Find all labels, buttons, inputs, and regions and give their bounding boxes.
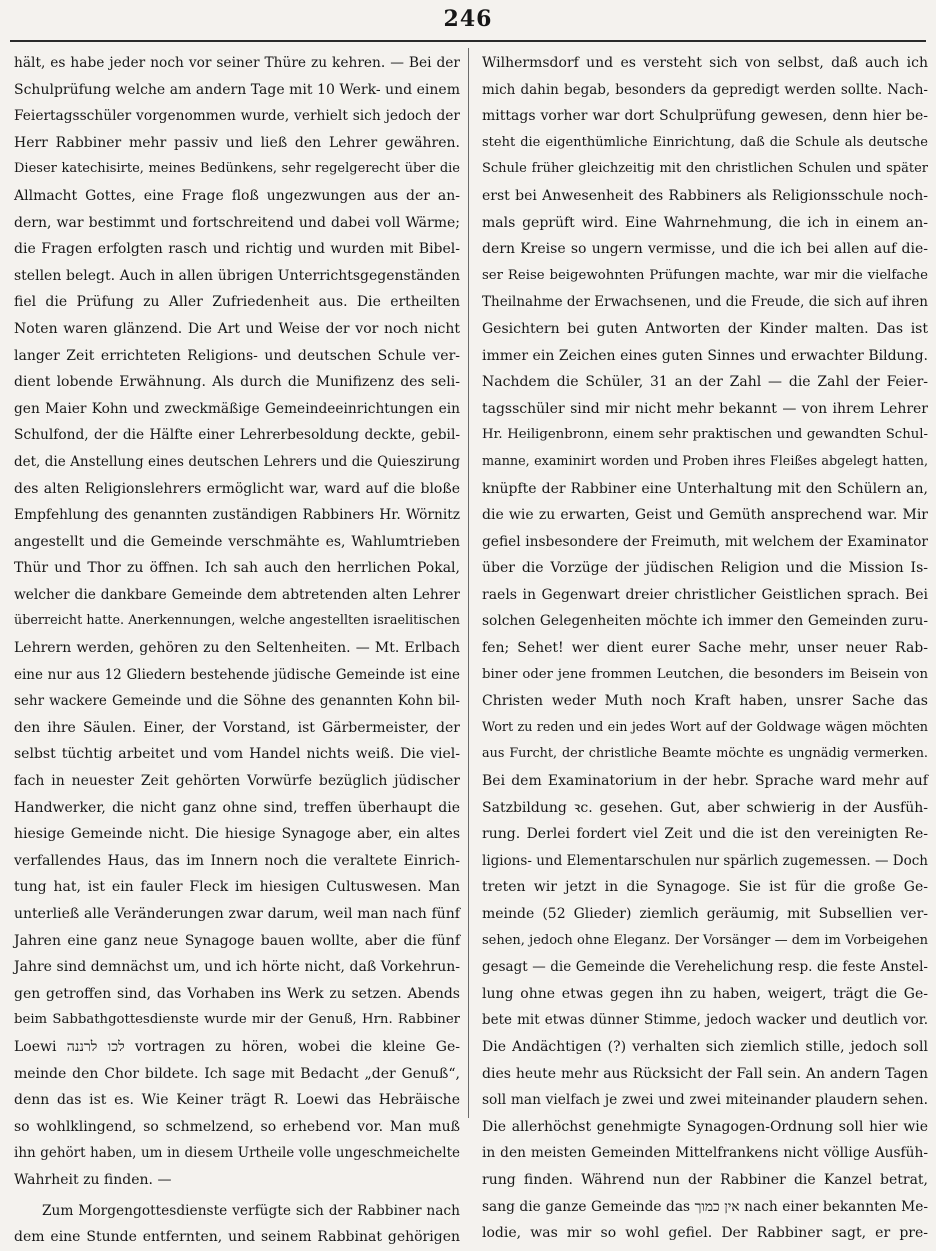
- right-column-line: lodie, was mir so wohl gefiel. Der Rabbiner sagt, er pre-: [482, 1225, 928, 1242]
- left-column-line: dem eine Stunde entfernten, und seinem Rabbinat gehörigen: [14, 1229, 460, 1246]
- left-column-line: Jahre sind demnächst um, und ich hörte nicht, daß Vorkehrun-: [14, 959, 460, 976]
- left-column-line: ihn gehört haben, um in diesem Urtheile volle ungeschmeichelte: [14, 1145, 460, 1162]
- left-column-line: Jahren eine ganz neue Synagoge bauen wollte, aber die fünf: [14, 932, 460, 949]
- right-column-line: Wort zu reden und ein jedes Wort auf der Goldwage wägen möchten: [482, 719, 928, 735]
- right-column-line: biner oder jene frommen Leutchen, die besonders im Beisein von: [482, 666, 928, 682]
- right-column-line: Christen weder Muth noch Kraft haben, unsrer Sache das: [482, 693, 928, 710]
- right-column-line: steht die eigenthümliche Einrichtung, daß die Schule als deutsche: [482, 134, 928, 150]
- left-column-line: den ihre Säulen. Einer, der Vorstand, ist Gärbermeister, der: [14, 719, 460, 736]
- left-column-line: Noten waren glänzend. Die Art und Weise der vor noch nicht: [14, 320, 460, 337]
- left-column-line: Allmacht Gottes, eine Frage floß ungezwungen aus der an-: [14, 187, 460, 204]
- left-column-line: sehr wackere Gemeinde und die Söhne des genannten Kohn bil-: [14, 693, 460, 710]
- right-column-line: manne, examinirt worden und Proben ihres Fleißes abgelegt hatten,: [482, 453, 928, 469]
- right-column-line: sehen, jedoch ohne Eleganz. Der Vorsänger — dem im Vorbeigehen: [482, 932, 928, 948]
- left-column-line: hiesige Gemeinde nicht. Die hiesige Synagoge aber, ein altes: [14, 826, 460, 843]
- left-column-line: Dieser katechisirte, meines Bedünkens, sehr regelgerecht über die: [14, 161, 460, 177]
- left-column-line: beim Sabbathgottesdienste wurde mir der Genuß, Hrn. Rabbiner: [14, 1012, 460, 1028]
- right-column-line: Die allerhöchst genehmigte Synagogen-Ordnung soll hier wie: [482, 1118, 928, 1135]
- right-column-line: ser Reise beigewohnten Prüfungen machte, war mir die vielfache: [482, 267, 928, 283]
- right-column-line: rung. Derlei fordert viel Zeit und die ist den vereinigten Re-: [482, 826, 928, 843]
- left-column-line: det, die Anstellung eines deutschen Lehrers und die Quieszirung: [14, 453, 460, 470]
- left-column-line: fiel die Prüfung zu Aller Zufriedenheit aus. Die ertheilten: [14, 294, 460, 311]
- right-column-line: Hr. Heiligenbronn, einem sehr praktischen und gewandten Schul-: [482, 427, 928, 443]
- left-column-line: angestellt und die Gemeinde verschmähte es, Wahlumtrieben: [14, 533, 460, 550]
- right-column-line: Schule früher gleichzeitig mit den christlichen Schulen und später: [482, 161, 928, 177]
- left-column-line: Handwerker, die nicht ganz ohne sind, treffen überhaupt die: [14, 799, 460, 816]
- left-column-line: gen Maier Kohn und zweckmäßige Gemeindeeinrichtungen ein: [14, 400, 460, 417]
- left-column-line: die Fragen erfolgten rasch und richtig und wurden mit Bibel-: [14, 241, 460, 258]
- right-column-line: Nachdem die Schüler, 31 an der Zahl — die Zahl der Feier-: [482, 374, 928, 391]
- left-column-line: Empfehlung des genannten zuständigen Rabbiners Hr. Wörnitz: [14, 507, 460, 524]
- left-column-line: Lehrern werden, gehören zu den Seltenheiten. — Mt. Erlbach: [14, 640, 460, 657]
- right-column-line: über die Vorzüge der jüdischen Religion und die Mission Is-: [482, 560, 928, 577]
- left-column-line: eine nur aus 12 Gliedern bestehende jüdische Gemeinde ist eine: [14, 666, 460, 683]
- right-column-line: erst bei Anwesenheit des Rabbiners als Religionsschule noch-: [482, 187, 928, 204]
- left-column-line: Thür und Thor zu öffnen. Ich sah auch den herrlichen Pokal,: [14, 560, 460, 577]
- left-column: [14, 50, 460, 1246]
- right-column-line: mittags vorher war dort Schulprüfung gewesen, denn hier be-: [482, 108, 928, 125]
- right-column-line: solchen Gelegenheiten möchte ich immer den Gemeinden zuru-: [482, 613, 928, 630]
- right-column-line: immer ein Zeichen eines guten Sinnes und erwachter Bildung.: [482, 347, 928, 364]
- right-column-line: knüpfte der Rabbiner eine Unterhaltung mit den Schülern an,: [482, 480, 928, 497]
- right-column-line: mals geprüft wird. Eine Wahrnehmung, die ich in einem an-: [482, 214, 928, 231]
- page-number: 246: [443, 6, 493, 32]
- left-column-line: hält, es habe jeder noch vor seiner Thüre zu kehren. — Bei der: [14, 55, 460, 71]
- right-column-line: Wilhermsdorf und es versteht sich von selbst, daß auch ich: [482, 55, 928, 71]
- left-column-line: Feiertagsschüler vorgenommen wurde, verhielt sich jedoch der: [14, 108, 460, 125]
- right-column-line: sang die ganze Gemeinde das אין כמוך nach einer bekannten Me-: [482, 1198, 928, 1215]
- right-column-line: meinde (52 Glieder) ziemlich geräumig, mit Subsellien ver-: [482, 906, 928, 922]
- left-column-line: unterließ alle Veränderungen zwar darum, weil man nach fünf: [14, 906, 460, 922]
- left-column-line: Schulfond, der die Hälfte einer Lehrerbesoldung deckte, gebil-: [14, 427, 460, 444]
- right-column-line: mich dahin begab, besonders da gepredigt werden sollte. Nach-: [482, 81, 928, 98]
- left-column-line: des alten Religionslehrers ermöglicht war, ward auf die bloße: [14, 480, 460, 497]
- left-column-line: so wohlklingend, so schmelzend, so erhebend vor. Man muß: [14, 1118, 460, 1135]
- right-column-line: lung ohne etwas gegen ihn zu haben, weigert, trägt die Ge-: [482, 985, 928, 1002]
- left-column-line: tung hat, ist ein fauler Fleck im hiesigen Cultuswesen. Man: [14, 879, 460, 896]
- left-column-line: überreicht hatte. Anerkennungen, welche angestellten israelitischen: [14, 613, 460, 629]
- column-divider: [468, 48, 469, 1118]
- right-column-line: Bei dem Examinatorium in der hebr. Sprache ward mehr auf: [482, 773, 928, 790]
- right-column-line: gefiel insbesondere der Freimuth, mit welchem der Examinator: [482, 533, 928, 550]
- left-column-line: gen getroffen sind, das Vorhaben ins Werk zu setzen. Abends: [14, 985, 460, 1002]
- left-column-line: verfallendes Haus, das im Innern noch die veraltete Einrich-: [14, 852, 460, 869]
- right-column-line: Gesichtern bei guten Antworten der Kinder malten. Das ist: [482, 320, 928, 337]
- right-column-line: Die Andächtigen (?) verhalten sich ziemlich stille, jedoch soll: [482, 1038, 928, 1055]
- header-rule: [10, 40, 926, 42]
- left-column-line: stellen belegt. Auch in allen übrigen Unterrichtsgegenständen: [14, 267, 460, 284]
- right-column-line: tagsschüler sind mir nicht mehr bekannt — von ihrem Lehrer: [482, 400, 928, 417]
- left-column-line: Herr Rabbiner mehr passiv und ließ den Lehrer gewähren.: [14, 134, 460, 151]
- left-column-line: dient lobende Erwähnung. Als durch die Munifizenz des seli-: [14, 374, 460, 391]
- right-column-line: raels in Gegenwart dreier christlicher Geistlichen sprach. Bei: [482, 586, 928, 603]
- right-column-line: gesagt — die Gemeinde die Verehelichung resp. die feste Anstel-: [482, 959, 928, 976]
- left-column-line: meinde den Chor bildete. Ich sage mit Bedacht „der Genuß“,: [14, 1065, 460, 1082]
- left-column-line: welcher die dankbare Gemeinde dem abtretenden alten Lehrer: [14, 586, 460, 603]
- left-column-line: selbst tüchtig arbeitet und vom Handel nichts weiß. Die viel-: [14, 746, 460, 763]
- right-column-line: in den meisten Gemeinden Mittelfrankens nicht völlige Ausfüh-: [482, 1145, 928, 1162]
- left-column-line: Loewi לכו לרננה vortragen zu hören, wobei die kleine Ge-: [14, 1038, 460, 1055]
- right-column: [482, 50, 929, 1242]
- left-column-line: Zum Morgengottesdienste verfügte sich der Rabbiner nach: [42, 1202, 460, 1219]
- left-column-line: langer Zeit errichteten Religions- und deutschen Schule ver-: [14, 347, 460, 364]
- left-column-line: dern, war bestimmt und fortschreitend und dabei voll Wärme;: [14, 214, 460, 231]
- left-column-line: Schulprüfung welche am andern Tage mit 10 Werk- und einem: [14, 81, 460, 98]
- right-column-line: ligions- und Elementarschulen nur spärlich zugemessen. — Doch: [482, 852, 929, 869]
- right-column-line: soll man vielfach je zwei und zwei miteinander plaudern sehen.: [482, 1092, 928, 1109]
- right-column-line: treten wir jetzt in die Synagoge. Sie ist für die große Ge-: [482, 879, 928, 896]
- right-column-line: dies heute mehr aus Rücksicht der Fall sein. An andern Tagen: [482, 1065, 928, 1082]
- left-column-line: denn das ist es. Wie Keiner trägt R. Loewi das Hebräische: [14, 1092, 460, 1109]
- right-column-line: bete mit etwas dünner Stimme, jedoch wacker und deutlich vor.: [482, 1012, 928, 1029]
- right-column-line: Theilnahme der Erwachsenen, und die Freude, die sich auf ihren: [482, 294, 928, 311]
- right-column-line: Satzbildung ꝛc. gesehen. Gut, aber schwierig in der Ausfüh-: [482, 799, 928, 816]
- left-column-line: Wahrheit zu finden. —: [14, 1171, 172, 1188]
- right-column-line: rung finden. Während nun der Rabbiner die Kanzel betrat,: [482, 1171, 928, 1188]
- right-column-line: dern Kreise so ungern vermisse, und die ich bei allen auf die-: [482, 241, 928, 258]
- right-column-line: aus Furcht, der christliche Beamte möchte es ungnädig vermerken.: [482, 746, 928, 762]
- left-column-line: fach in neuester Zeit gehörten Vorwürfe bezüglich jüdischer: [14, 773, 460, 790]
- right-column-line: die wie zu erwarten, Geist und Gemüth ansprechend war. Mir: [482, 507, 928, 524]
- right-column-line: fen; Sehet! wer dient eurer Sache mehr, unser neuer Rab-: [482, 640, 928, 657]
